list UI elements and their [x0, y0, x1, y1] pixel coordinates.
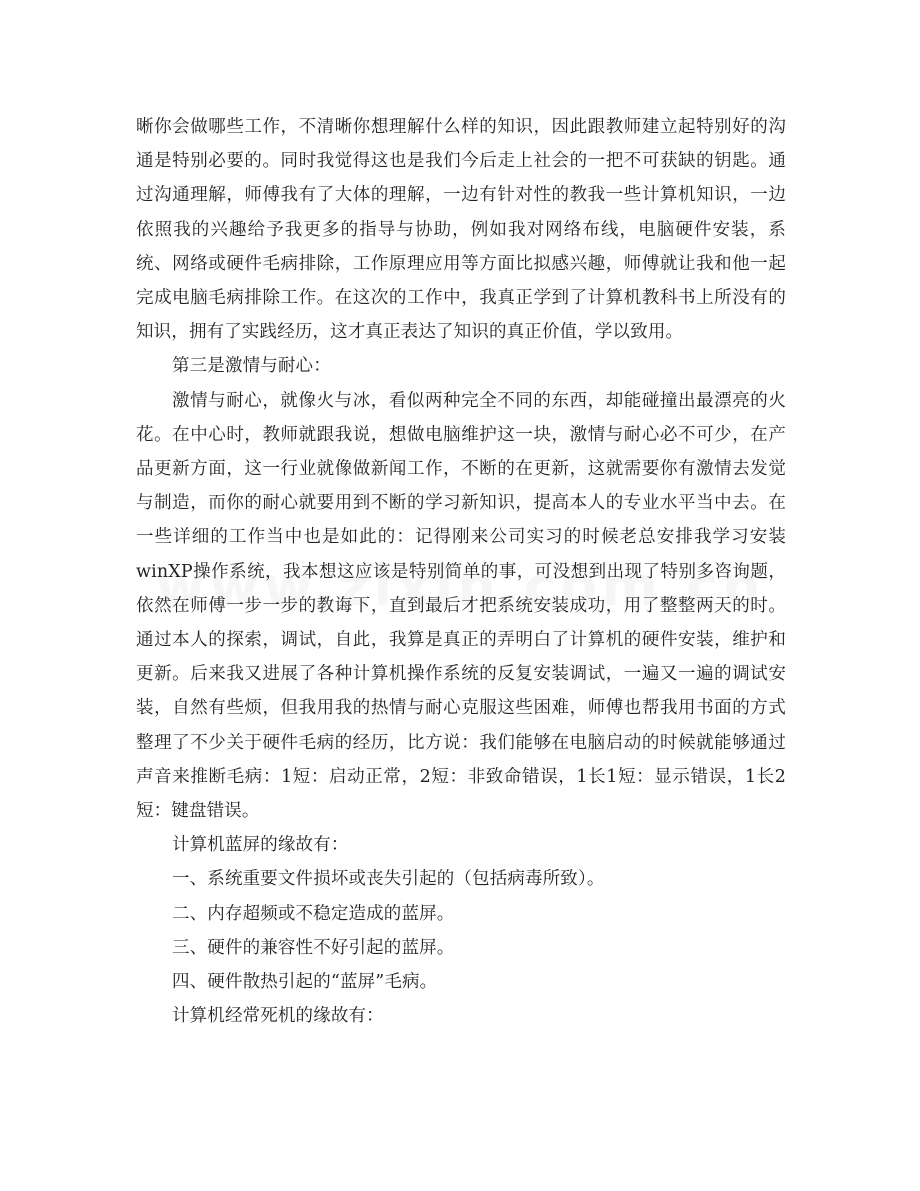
paragraph: 激情与耐心，就像火与冰，看似两种完全不同的东西，却能碰撞出最漂亮的火花。在中心时，教师就跟我说，想做电脑维护这一块，激情与耐心必不可少，在产品更新方面，这一行业就像做新闻工作，不断的在更新，这就需要你有激情去发觉与制造，而你的耐心就要用到不断的学习新知识，提高本人的专业水平当中去。在一些详细的工作当中也是如此的：记得刚来公司实习的时候老总安排我学习安装winXP操作系统，我本想这应该是特别简单的事，可没想到出现了特别多咨询题，依然在师傅一步一步的教诲下，直到最后才把系统安装成功，用了整整两天的时。通过本人的探索，调试，自此，我算是真正的弄明白了计算机的硬件安装，维护和更新。后来我又进展了各种计算机操作系统的反复安装调试，一遍又一遍的调试安装，自然有些烦，但我用我的热情与耐心克服这些困难，师傅也帮我用书面的方式整理了不少关于硬件毛病的经历，比方说：我们能够在电脑启动的时候就能够通过声音来推断毛病：1短：启动正常，2短：非致命错误，1长1短：显示错误，1长2短：键盘错误。: [136, 390, 786, 822]
list-item: 一、系统重要文件损坏或丧失引起的（包括病毒所致）。: [172, 869, 605, 890]
list-item: 三、硬件的兼容性不好引起的蓝屏。: [172, 937, 455, 958]
document-body: [136, 110, 786, 1033]
list-item: 四、硬件散热引起的“蓝屏”毛病。: [172, 972, 438, 993]
paragraph: 晰你会做哪些工作，不清晰你想理解什么样的知识，因此跟教师建立起特别好的沟通是特别必要的。同时我觉得这也是我们今后走上社会的一把不可获缺的钥匙。通过沟通理解，师傅我有了大体的理解，一边有针对性的教我一些计算机知识，一边依照我的兴趣给予我更多的指导与协助，例如我对网络布线，电脑硬件安装，系统、网络或硬件毛病排除，工作原理应用等方面比拟感兴趣，师傅就让我和他一起完成电脑毛病排除工作。在这次的工作中，我真正学到了计算机教科书上所没有的知识，拥有了实践经历，这才真正表达了知识的真正价值，学以致用。: [136, 117, 786, 343]
list-item: 二、内存超频或不稳定造成的蓝屏。: [172, 903, 455, 924]
list-heading: 计算机蓝屏的缘故有：: [172, 835, 349, 856]
section-heading: 第三是激情与耐心：: [172, 356, 331, 377]
list-heading: 计算机经常死机的缘故有：: [172, 1006, 384, 1027]
